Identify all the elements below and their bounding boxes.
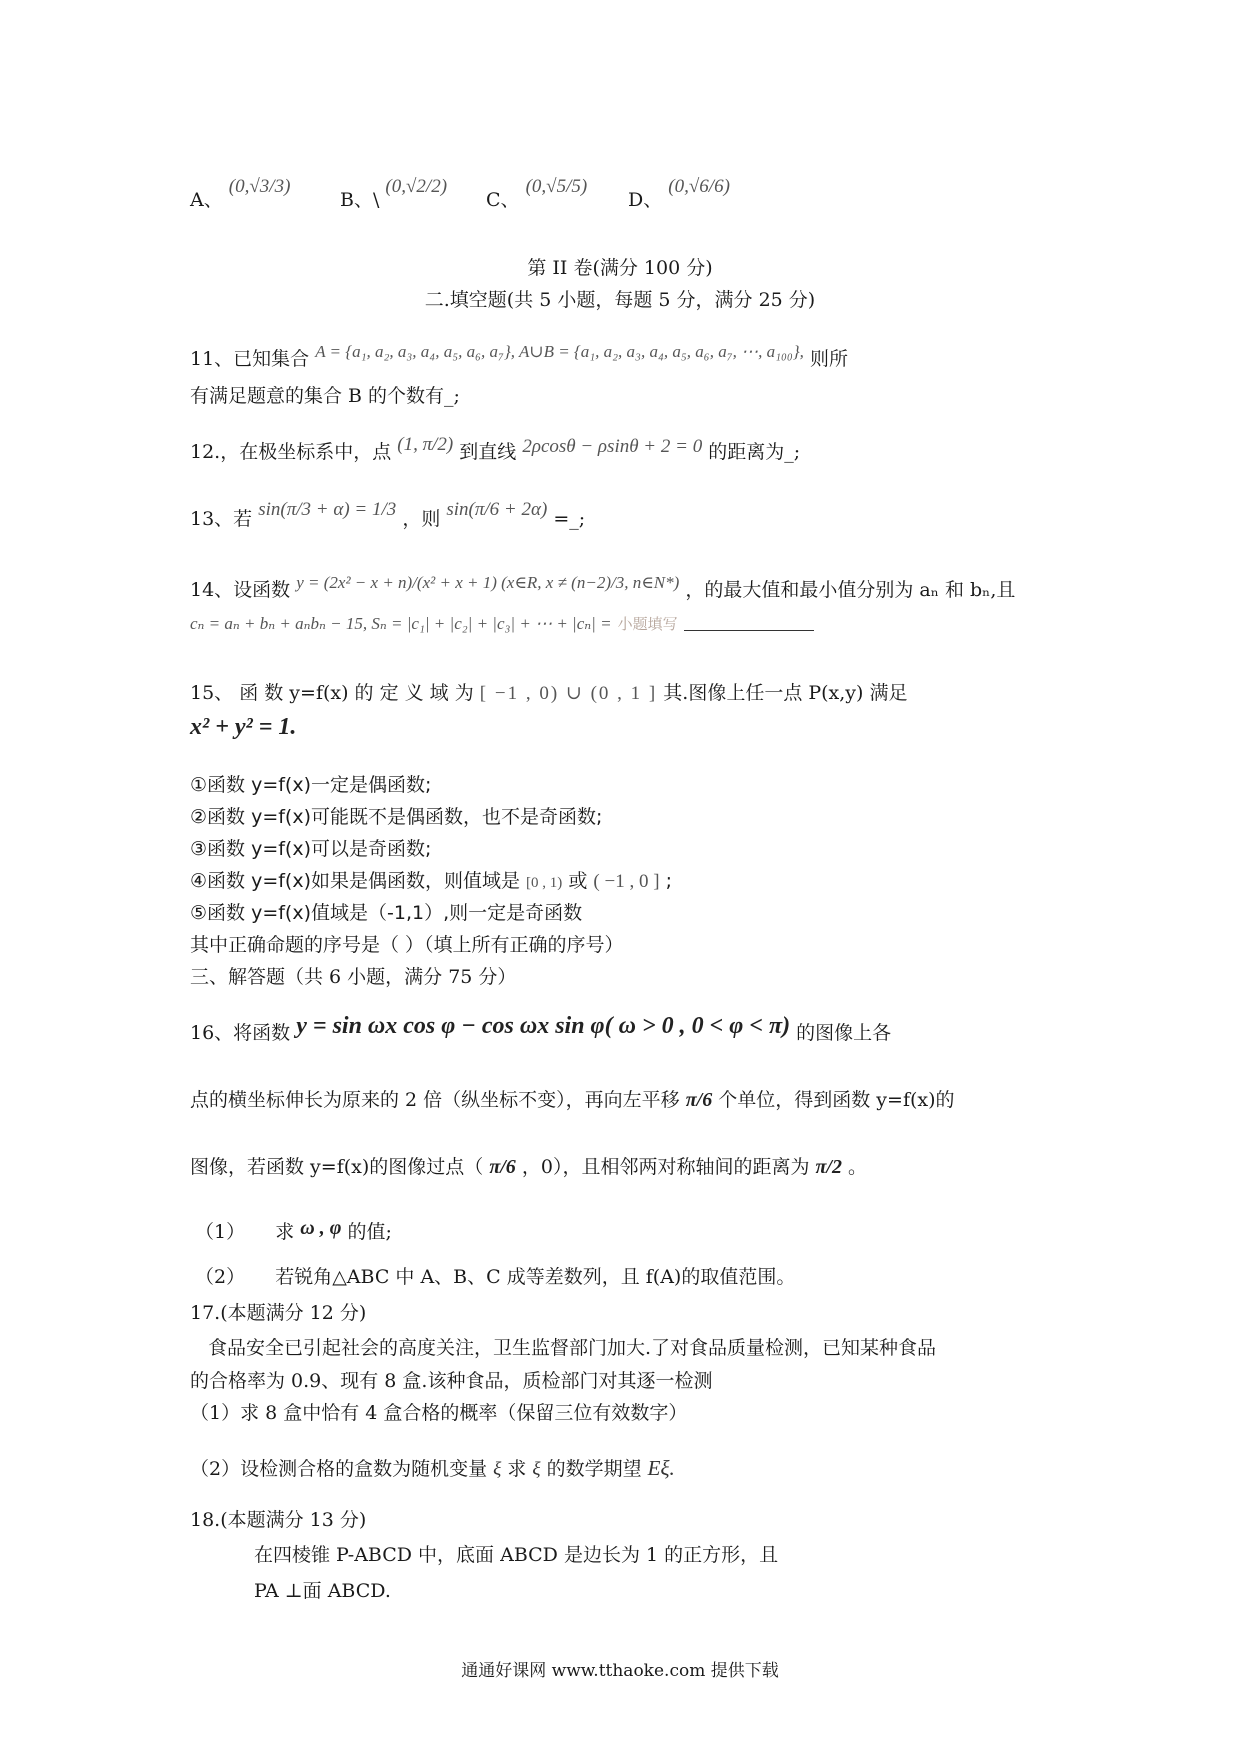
q12-mid: 到直线 — [459, 441, 517, 463]
q13-target: sin(π/6 + 2α) — [446, 499, 548, 520]
q14-answer-blank — [684, 614, 814, 631]
choice-a — [190, 176, 291, 212]
q13-line — [190, 499, 586, 531]
q15-item-4-end: ; — [665, 870, 672, 892]
q12-prefix: 12.，在极坐标系中，点 — [190, 441, 392, 463]
q11-line1 — [190, 344, 848, 371]
q17-xi-1: ξ — [493, 1459, 502, 1480]
q15-item-2: ②函数 y=f(x)可能既不是偶函数，也不是奇函数; — [190, 806, 603, 828]
q17-part2 — [190, 1454, 675, 1481]
q11-prefix: 11、已知集合 — [190, 348, 310, 370]
q17-line2: 的合格率为 0.9、现有 8 盒.该种食品，质检部门对其逐一检测 — [190, 1370, 713, 1392]
q15-line1b: 其.图像上任一点 P(x,y) 满足 — [663, 682, 908, 704]
q16-part2 — [195, 1262, 795, 1289]
choice-b — [340, 176, 448, 212]
q16-line3b: ，0），且相邻两对称轴间的距离为 — [521, 1156, 810, 1178]
q17-xi-2: ξ — [532, 1459, 541, 1480]
q16-line1 — [190, 1013, 892, 1046]
choice-c-math: (0,√5/5) — [525, 176, 588, 197]
q14-func: y = (2x² − x + n)/(x² + x + 1) (x∈R, x ≠ (n−2)/3, n∈N*) — [296, 573, 680, 592]
q14-prefix: 14、设函数 — [190, 579, 291, 601]
footer: 通通好课网 www.tthaoke.com 提供下载 — [461, 1661, 779, 1681]
q16-prefix: 16、将函数 — [190, 1022, 291, 1044]
section3-title: 三、解答题（共 6 小题，满分 75 分） — [190, 966, 517, 988]
q14-faded-note: 小题填写 — [617, 615, 678, 633]
q17-title: 17.(本题满分 12 分) — [190, 1302, 367, 1324]
q17-part2c: 的数学期望 — [546, 1458, 642, 1480]
q12-suffix: 的距离为_; — [708, 441, 801, 463]
q13-given: sin(π/3 + α) = 1/3 — [258, 499, 397, 520]
q16-part1-math: ω , φ — [300, 1217, 342, 1239]
q16-dist: π/2 — [815, 1156, 842, 1178]
q16-line2 — [190, 1085, 955, 1112]
q11-suffix: 则所 — [809, 348, 848, 370]
section2-subtitle: 二.填空题(共 5 小题，每题 5 分，满分 25 分) — [424, 289, 816, 311]
q15-item-3: ③函数 y=f(x)可以是奇函数; — [190, 838, 432, 860]
q11-math: A = {a₁, a₂, a₃, a₄, a₅, a₆, a₇}, A∪B = {a₁, a₂, a₃, a₄, a₅, a₆, a₇, ⋯, a₁₀₀}, — [315, 342, 804, 361]
q16-part1-text: 求 — [275, 1221, 295, 1243]
q15-item-1: ①函数 y=f(x)一定是偶函数; — [190, 774, 432, 796]
q15-answer-line: 其中正确命题的序号是（ ）（填上所有正确的序号） — [190, 934, 624, 956]
q17-part2b: 求 — [507, 1458, 527, 1480]
q15-item-4-range2: ( −1 , 0 ] — [593, 871, 660, 892]
q11-line2: 有满足题意的集合 B 的个数有_; — [190, 385, 460, 407]
q18-title: 18.(本题满分 13 分) — [190, 1509, 367, 1531]
q17-part1: （1）求 8 盒中恰有 4 盒合格的概率（保留三位有效数字） — [190, 1402, 688, 1424]
choice-b-label: B、\ — [340, 189, 380, 211]
q17-expectation: Eξ. — [647, 1456, 675, 1480]
choice-a-math: (0,√3/3) — [228, 176, 291, 197]
q15-item-4-text: ④函数 y=f(x)如果是偶函数，则值域是 — [190, 870, 520, 892]
section2-title: 第 II 卷(满分 100 分) — [527, 257, 713, 279]
choice-c-label: C、 — [486, 189, 520, 211]
q16-line2b: 个单位，得到函数 y=f(x)的 — [718, 1089, 955, 1111]
q18-line1: 在四棱锥 P-ABCD 中，底面 ABCD 是边长为 1 的正方形，且 — [254, 1544, 779, 1566]
q16-part1 — [195, 1217, 392, 1244]
q16-suffix: 的图像上各 — [796, 1022, 892, 1044]
q15-domain: [ −1 , 0) ∪ (0 , 1 ] — [479, 683, 658, 704]
q16-point-x: π/6 — [489, 1156, 516, 1178]
choice-d-math: (0,√6/6) — [668, 176, 730, 197]
choice-d-label: D、 — [628, 189, 663, 211]
choice-c — [486, 176, 588, 212]
q15-item-4-or: 或 — [568, 870, 588, 892]
choice-a-label: A、 — [190, 189, 223, 211]
q18-line2: PA ⊥面 ABCD. — [254, 1580, 391, 1602]
q15-line1 — [190, 678, 908, 705]
q14-cn-formula: cₙ = aₙ + bₙ + aₙbₙ − 15, Sₙ = |c₁| + |c₂| + |c₃| + ⋯ + |cₙ| = — [190, 614, 612, 633]
q13-mid: ，则 — [402, 508, 441, 530]
q16-func: y = sin ωx cos φ − cos ωx sin φ( ω > 0 , 0 < φ < π) — [296, 1013, 791, 1039]
q17-part2a: （2）设检测合格的盒数为随机变量 — [190, 1458, 488, 1480]
q16-part1-end: 的值; — [347, 1221, 392, 1243]
q16-line2a: 点的横坐标伸长为原来的 2 倍（纵坐标不变），再向左平移 — [190, 1089, 680, 1111]
q12-point: (1, π/2) — [397, 434, 454, 455]
q17-line1: 食品安全已引起社会的高度关注，卫生监督部门加大.了对食品质量检测，已知某种食品 — [208, 1337, 937, 1359]
q16-line3 — [190, 1152, 867, 1179]
q15-item-4-range1: [0 , 1) — [526, 875, 563, 891]
q16-line3a: 图像，若函数 y=f(x)的图像过点（ — [190, 1156, 484, 1178]
q12-line — [190, 434, 801, 464]
q16-part2-text: 若锐角△ABC 中 A、B、C 成等差数列，且 f(A)的取值范围。 — [275, 1266, 796, 1288]
q14-suffix: ，的最大值和最小值分别为 aₙ 和 bₙ,且 — [685, 579, 1016, 601]
q16-part1-num: （1） — [195, 1221, 246, 1243]
choice-b-math: (0,√2/2) — [385, 176, 448, 197]
q14-line1 — [190, 575, 1015, 602]
q15-line1a: 15、 函 数 y=f(x) 的 定 义 域 为 — [190, 682, 474, 704]
q15-equation: x² + y² = 1. — [190, 714, 297, 740]
q12-line-eq: 2ρcosθ − ρsinθ + 2 = 0 — [522, 436, 703, 457]
q13-suffix: =_; — [553, 508, 586, 530]
q16-shift: π/6 — [685, 1089, 713, 1111]
q16-line3c: 。 — [848, 1156, 868, 1178]
q14-line2 — [190, 612, 814, 634]
q13-prefix: 13、若 — [190, 508, 253, 530]
q15-item-5: ⑤函数 y=f(x)值域是（-1,1）,则一定是奇函数 — [190, 902, 583, 924]
choice-d — [628, 176, 730, 212]
q15-item-4 — [190, 866, 672, 893]
q16-part2-num: （2） — [195, 1266, 246, 1288]
